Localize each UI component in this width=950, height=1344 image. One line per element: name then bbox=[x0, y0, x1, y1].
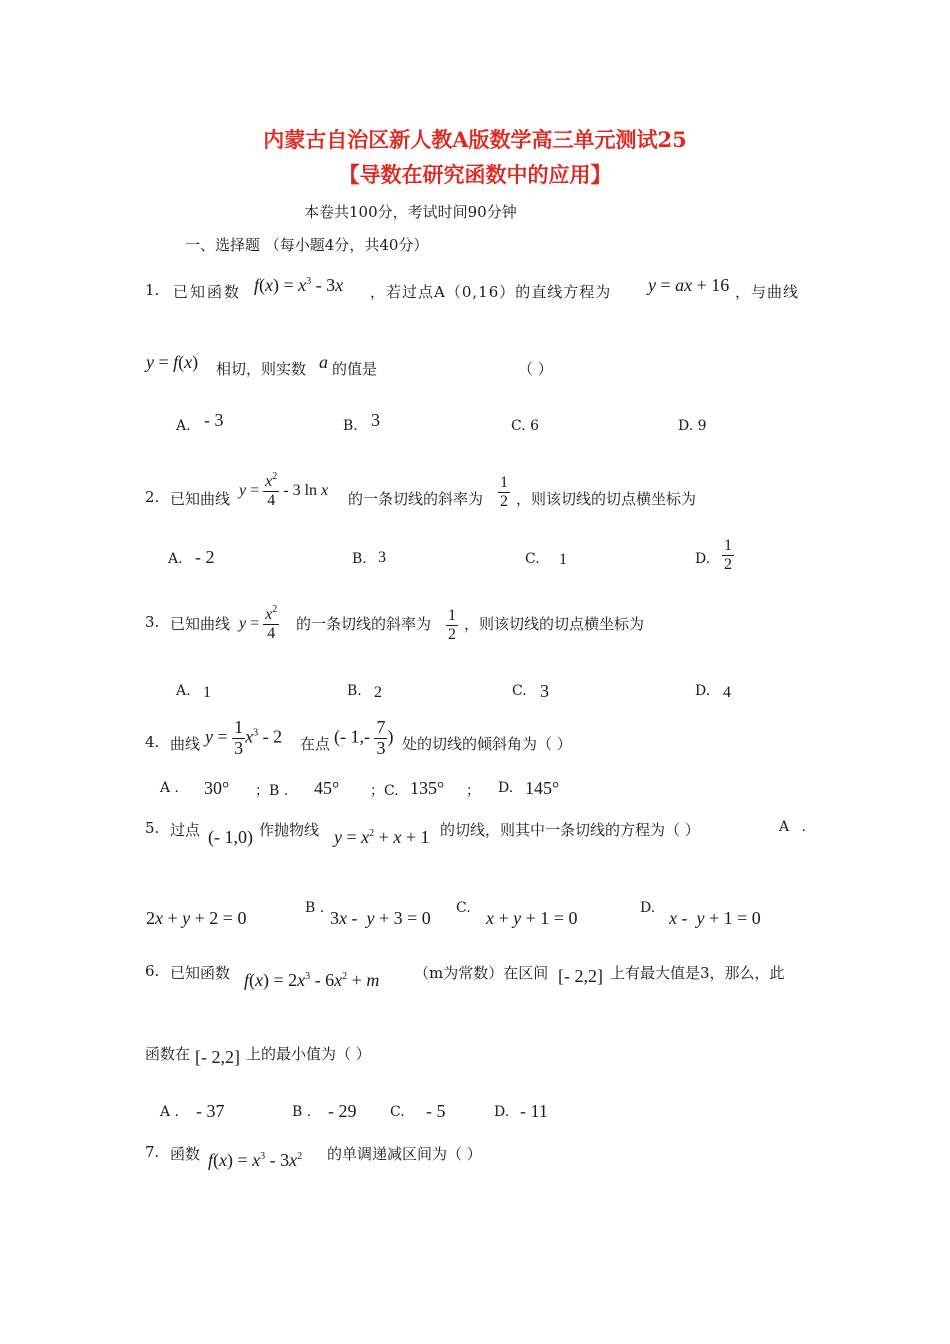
q2-curve: y = $\frac{x^2}{4}$ - 3 ln x bbox=[239, 471, 329, 509]
q6-option-c-label: C. bbox=[390, 1104, 405, 1120]
q2-option-c: 1 bbox=[559, 551, 567, 568]
q4-option-b: 45° bbox=[314, 778, 340, 798]
q1-curve: y = f(x) bbox=[146, 352, 199, 372]
q1-option-d: D. 9 bbox=[678, 418, 707, 434]
q4-curve: y = $\frac{1}{3}$ $x^3 - 2$ bbox=[205, 717, 283, 758]
q4-option-c: 135° bbox=[410, 778, 445, 798]
q2-option-d: $\frac{1}{2}$ bbox=[724, 537, 732, 573]
q2-text-1: 已知曲线 bbox=[170, 490, 231, 508]
title-line-2: 【导数在研究函数中的应用】 bbox=[338, 162, 612, 187]
q1-answer-paren: （ ） bbox=[518, 360, 553, 378]
q5-option-b-label: B . bbox=[305, 900, 325, 916]
title-line-1: 内蒙古自治区新人教A版数学高三单元测试25 bbox=[263, 127, 687, 152]
q2-option-c-label: C. bbox=[525, 551, 540, 567]
q5-option-a: 2x + y + 2 = 0 bbox=[146, 908, 247, 928]
q5-text-3: 的切线，则其中一条切线的方程为（ ） bbox=[440, 821, 700, 839]
q2-text-2: 的一条切线的斜率为 bbox=[348, 490, 484, 508]
q5-point: (- 1,0) bbox=[208, 827, 253, 847]
q5-option-d-label: D. bbox=[640, 900, 656, 916]
q5-parabola: $y = x^2 + x + 1$ bbox=[334, 827, 430, 847]
q2-option-a-label: A. bbox=[168, 551, 183, 567]
q1-var-a: a bbox=[319, 352, 328, 372]
q2-option-b: 3 bbox=[378, 549, 386, 566]
q6-option-b: - 29 bbox=[328, 1101, 357, 1121]
q1-option-a-label: A. bbox=[176, 418, 191, 434]
q1-text-2: ，若过点A（0,16）的直线方程为 bbox=[370, 283, 612, 301]
q4-option-d: 145° bbox=[525, 778, 560, 798]
q3-option-d-label: D. bbox=[695, 683, 711, 699]
q4-option-c-label: ；C. bbox=[370, 783, 399, 799]
exam-info: 本卷共100分，考试时间90分钟 bbox=[304, 203, 517, 221]
q5-text-2: 作抛物线 bbox=[259, 821, 320, 839]
q4-text-1: 曲线 bbox=[170, 735, 201, 753]
q6-option-d: - 11 bbox=[520, 1101, 548, 1121]
q3-text-2: 的一条切线的斜率为 bbox=[296, 615, 432, 633]
q6-text-2: （m为常数）在区间 bbox=[414, 964, 549, 982]
q5-option-d: x - y + 1 = 0 bbox=[669, 908, 761, 928]
q7-number: 7. bbox=[145, 1143, 160, 1161]
q3-option-c-label: C. bbox=[512, 683, 527, 699]
q6-option-a: - 37 bbox=[196, 1101, 225, 1121]
q5-option-b: 3x - y + 3 = 0 bbox=[330, 908, 431, 928]
q1-option-b: 3 bbox=[371, 410, 380, 430]
q6-text-1: 已知函数 bbox=[170, 964, 231, 982]
q5-option-a-label: A . bbox=[779, 819, 811, 835]
q5-option-c-label: C. bbox=[456, 900, 471, 916]
q1-option-b-label: B. bbox=[343, 418, 358, 434]
q5-text-1: 过点 bbox=[170, 821, 201, 839]
q2-option-b-label: B. bbox=[352, 551, 367, 567]
section-heading: 一、选择题 （每小题4分，共40分） bbox=[185, 236, 429, 254]
q7-text-1: 函数 bbox=[170, 1145, 201, 1163]
q6-interval: [- 2,2] bbox=[558, 966, 603, 986]
q4-point: (- 1,- $\frac{7}{3}$ ) bbox=[334, 717, 394, 758]
q4-option-a-label: A . bbox=[160, 780, 180, 796]
q6-option-d-label: D. bbox=[494, 1104, 510, 1120]
q2-option-a: - 2 bbox=[195, 547, 215, 567]
q4-text-3: 处的切线的倾斜角为（ ） bbox=[402, 735, 572, 753]
q3-slope-fraction: $\frac{1}{2}$ bbox=[448, 607, 456, 643]
q7-text-2: 的单调递减区间为（ ） bbox=[327, 1145, 482, 1163]
q3-option-b: 2 bbox=[374, 684, 382, 701]
q2-number: 2. bbox=[145, 488, 160, 506]
q3-option-c: 3 bbox=[540, 681, 549, 701]
q1-number: 1. bbox=[145, 281, 160, 299]
q6-option-c: - 5 bbox=[426, 1101, 446, 1121]
q4-option-d-label: D. bbox=[498, 780, 514, 796]
q3-option-d: 4 bbox=[723, 684, 731, 701]
q1-function: $f(x) = x^3 - 3x$ bbox=[254, 275, 344, 295]
q6-text-4: 函数在 bbox=[145, 1045, 191, 1063]
q1-option-a: - 3 bbox=[204, 410, 224, 430]
q3-number: 3. bbox=[145, 613, 160, 631]
q3-option-a-label: A. bbox=[176, 683, 191, 699]
q1-text-5: 的值是 bbox=[332, 360, 378, 378]
q2-text-3: ，则该切线的切点横坐标为 bbox=[516, 490, 697, 508]
q6-text-3: 上有最大值是3，那么，此 bbox=[610, 964, 785, 982]
q6-text-5: 上的最小值为（ ） bbox=[246, 1045, 371, 1063]
q2-option-d-label: D. bbox=[695, 551, 711, 567]
q3-text-1: 已知曲线 bbox=[170, 615, 231, 633]
q6-option-b-label: B . bbox=[292, 1104, 312, 1120]
q1-text-1: 已知函数 bbox=[173, 283, 242, 301]
q3-text-3: ，则该切线的切点横坐标为 bbox=[464, 615, 645, 633]
q2-slope-fraction: $\frac{1}{2}$ bbox=[500, 474, 508, 510]
q6-function: $f(x) = 2x^3 - 6x^2 + m$ bbox=[244, 970, 380, 990]
q5-option-c: x + y + 1 = 0 bbox=[486, 908, 578, 928]
q3-option-a: 1 bbox=[203, 684, 211, 701]
q1-text-3: ，与曲线 bbox=[735, 283, 800, 301]
q7-function: $f(x) = x^3 - 3x^2$ bbox=[208, 1150, 303, 1170]
q4-option-a: 30° bbox=[204, 778, 230, 798]
q4-option-b-label: ；B . bbox=[255, 783, 289, 799]
q1-line-equation: y = ax + 16 bbox=[648, 275, 730, 295]
q6-number: 6. bbox=[145, 962, 160, 980]
q4-text-2: 在点 bbox=[300, 735, 331, 753]
q6-option-a-label: A . bbox=[160, 1104, 180, 1120]
q3-curve: y = $\frac{x^2}{4}$ bbox=[239, 604, 278, 642]
q4-number: 4. bbox=[145, 733, 160, 751]
q1-option-c: C. 6 bbox=[511, 418, 540, 434]
q5-number: 5. bbox=[145, 819, 160, 837]
q4-separator: ； bbox=[466, 783, 480, 799]
q3-option-b-label: B. bbox=[347, 683, 362, 699]
q6-interval-repeat: [- 2,2] bbox=[195, 1047, 240, 1067]
q1-text-4: 相切，则实数 bbox=[216, 360, 307, 378]
